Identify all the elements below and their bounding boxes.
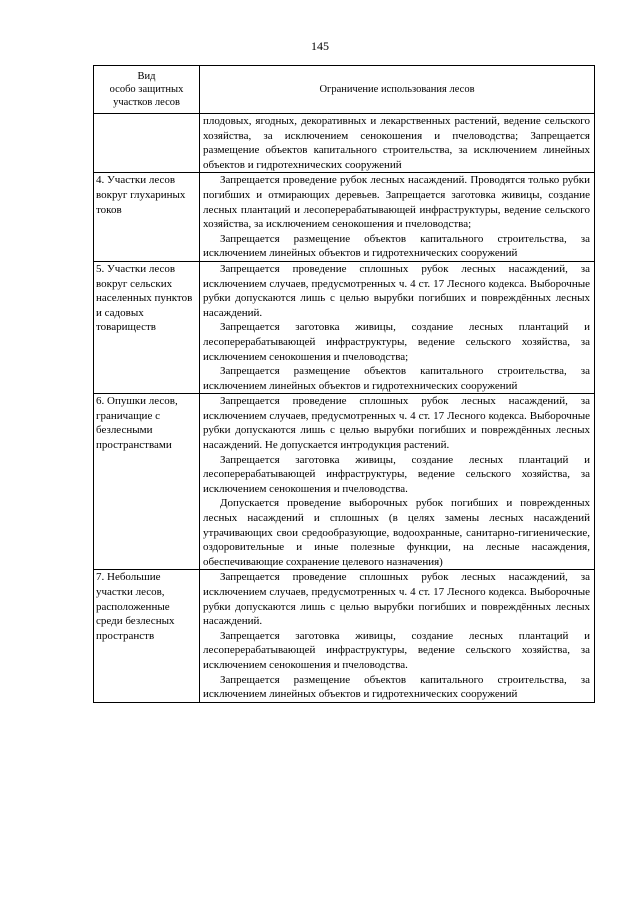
restriction-paragraph: Запрещается проведение рубок лесных насаждений. Проводятся только рубки погибших и отмирающих деревьев. Запрещается заготовка живицы, создание лесных плантаций и лесоперерабатывающей инфраструктуры, ведение сельского хозяйства, за исключением сенокошения и пчеловодства; [203, 174, 590, 231]
row-type-cell: 4. Участки лесов вокруг глухариных токов [94, 173, 200, 262]
table-row [94, 394, 595, 570]
header-type-cell [94, 66, 200, 114]
row-restriction-cell [200, 394, 595, 570]
header-type-line: участков лесов [113, 97, 180, 108]
row-restriction-cell [200, 570, 595, 702]
row-restriction-cell [200, 173, 595, 262]
table-row [94, 114, 595, 173]
restriction-paragraph: плодовых, ягодных, декоративных и лекарственных растений, ведение сельского хозяйства, за исключением сенокошения и пчеловодства; Запрещается размещение объектов капитального строительства, за исключением линейных объектов и гидротехнических сооружений [203, 115, 590, 171]
row-restriction-cell [200, 261, 595, 393]
row-type-cell [94, 114, 200, 173]
header-restriction-cell: Ограничение использования лесов [200, 66, 595, 114]
restriction-paragraph: Запрещается размещение объектов капитального строительства, за исключением линейных объектов и гидротехнических сооружений [203, 232, 590, 260]
table-header-row [94, 66, 595, 114]
table-row [94, 570, 595, 702]
restriction-paragraph: Запрещается заготовка живицы, создание лесных плантаций и лесоперерабатывающей инфраструктуры, ведение сельского хозяйства, за исключением сенокошения и пчеловодства. [203, 629, 590, 671]
table-row [94, 261, 595, 393]
restriction-paragraph: Запрещается заготовка живицы, создание лесных плантаций и лесоперерабатывающей инфраструктуры, ведение сельского хозяйства, за исключением сенокошения и пчеловодства. [203, 453, 590, 495]
row-type-cell: 5. Участки лесов вокруг сельских населенных пунктов и садовых товариществ [94, 261, 200, 393]
page-number: 145 [311, 39, 329, 53]
restriction-paragraph: Запрещается заготовка живицы, создание лесных плантаций и лесоперерабатывающей инфраструктуры, ведение сельского хозяйства, за исключением сенокошения и пчеловодства; [203, 321, 590, 363]
header-type-line: Вид [137, 71, 156, 82]
row-restriction-cell [200, 114, 595, 173]
restriction-paragraph: Запрещается размещение объектов капитального строительства, за исключением линейных объектов и гидротехнических сооружений [203, 673, 590, 701]
row-type-cell: 7. Небольшие участки лесов, расположенные среди безлесных пространств [94, 570, 200, 702]
row-type-cell: 6. Опушки лесов, граничащие с безлесными пространствами [94, 394, 200, 570]
header-type-line: особо защитных [109, 84, 184, 95]
restriction-paragraph: Запрещается проведение сплошных рубок лесных насаждений, за исключением случаев, предусмотренных ч. 4 ст. 17 Лесного кодекса. Выборочные рубки допускаются лишь с целью вырубки погибших и повреждённых лесных насаждений. [203, 571, 590, 628]
table-row [94, 173, 595, 262]
restriction-paragraph: Запрещается проведение сплошных рубок лесных насаждений, за исключением случаев, предусмотренных ч. 4 ст. 17 Лесного кодекса. Выборочные рубки допускаются лишь с целью вырубки погибших и повреждённых лесных насаждений. [203, 262, 590, 319]
restrictions-table [93, 65, 595, 703]
restriction-paragraph: Запрещается размещение объектов капитального строительства, за исключением линейных объектов и гидротехнических сооружений [203, 365, 590, 392]
restriction-paragraph: Запрещается проведение сплошных рубок лесных насаждений, за исключением случаев, предусмотренных ч. 4 ст. 17 Лесного кодекса. Выборочные рубки допускаются лишь с целью вырубки погибших и повреждённых лесных насаждений. Не допускается интродукция растений. [203, 395, 590, 452]
restriction-paragraph: Допускается проведение выборочных рубок погибших и поврежденных лесных насаждений и сплошных (в целях замены лесных насаждений утрачивающих свои средообразующие, водоохранные, санитарно-гигиенические, оздоровительные и иные полезные функции, на лесные насаждения, обеспечивающие сохранение целевого назначения) [203, 497, 590, 568]
